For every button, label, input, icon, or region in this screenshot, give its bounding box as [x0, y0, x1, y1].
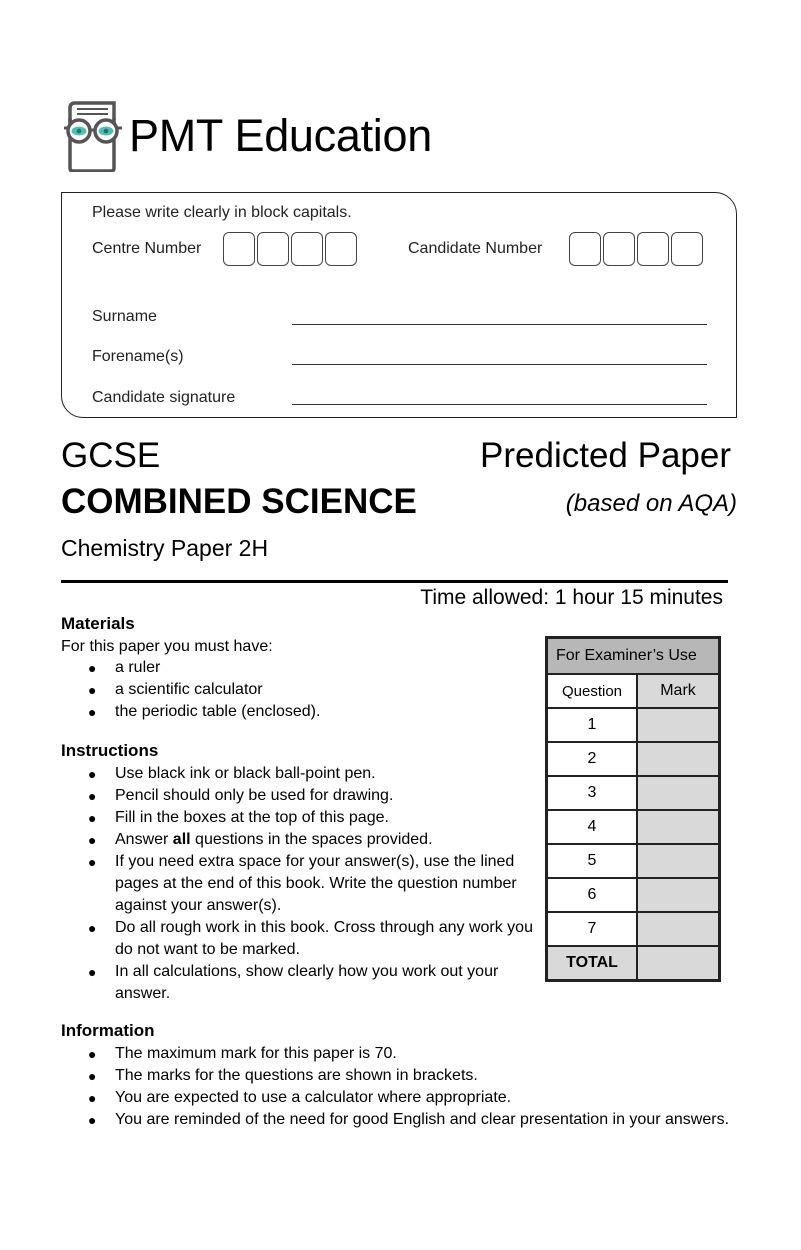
examiner-use-table — [545, 636, 721, 982]
question-number: 1 — [547, 708, 638, 742]
list-item: ● a ruler — [61, 657, 521, 679]
bullet-icon: ● — [88, 810, 97, 826]
information-list — [61, 1043, 781, 1131]
table-row — [547, 810, 720, 844]
qualification-level: GCSE — [61, 436, 161, 475]
centre-number-digit-box[interactable] — [257, 232, 289, 266]
bullet-icon: ● — [88, 766, 97, 782]
bullet-icon: ● — [88, 682, 97, 698]
centre-number-digit-box[interactable] — [291, 232, 323, 266]
information-section — [61, 1021, 781, 1131]
list-item: ● You are reminded of the need for good English and clear presentation in your answers. — [61, 1109, 781, 1131]
surname-field[interactable] — [292, 324, 707, 325]
bullet-icon: ● — [88, 1112, 97, 1128]
centre-number-label: Centre Number — [92, 240, 202, 257]
bullet-icon: ● — [88, 704, 97, 720]
centre-number-digit-box[interactable] — [325, 232, 357, 266]
bullet-icon: ● — [88, 1068, 97, 1084]
question-column-header: Question — [547, 674, 638, 708]
materials-intro: For this paper you must have: — [61, 638, 273, 655]
table-row — [547, 912, 720, 946]
instructions-section — [61, 741, 536, 1005]
bullet-icon: ● — [88, 788, 97, 804]
paper-type: Predicted Paper — [480, 436, 731, 475]
mark-cell[interactable] — [637, 844, 720, 878]
signature-field[interactable] — [292, 404, 707, 405]
list-item: ● In all calculations, show clearly how you work out your answer. — [88, 963, 499, 1002]
centre-number-input[interactable] — [223, 232, 359, 266]
brand-name: PMT Education — [129, 110, 432, 161]
mark-cell[interactable] — [637, 810, 720, 844]
mark-cell[interactable] — [637, 878, 720, 912]
bullet-icon: ● — [88, 854, 97, 870]
block-capitals-instruction: Please write clearly in block capitals. — [92, 204, 352, 221]
list-item: ● Do all rough work in this book. Cross through any work you do not want to be marked. — [88, 919, 533, 958]
list-item: ● You are expected to use a calculator where appropriate. — [61, 1087, 781, 1109]
question-number: 7 — [547, 912, 638, 946]
book-with-glasses-icon — [62, 100, 124, 172]
examiner-table-title: For Examiner’s Use — [547, 638, 720, 675]
title-divider — [61, 580, 728, 583]
bullet-icon: ● — [88, 1090, 97, 1106]
table-row — [547, 776, 720, 810]
candidate-details-box — [61, 192, 737, 418]
bullet-icon: ● — [88, 1046, 97, 1062]
question-number: 6 — [547, 878, 638, 912]
materials-list — [61, 657, 521, 723]
time-allowed: Time allowed: 1 hour 15 minutes — [420, 586, 723, 609]
mark-cell[interactable] — [637, 742, 720, 776]
mark-column-header: Mark — [637, 674, 720, 708]
candidate-number-input[interactable] — [569, 232, 705, 266]
question-number: 2 — [547, 742, 638, 776]
total-row — [547, 946, 720, 981]
bullet-icon: ● — [88, 964, 97, 980]
bullet-icon: ● — [88, 920, 97, 936]
subject-title: COMBINED SCIENCE — [61, 482, 417, 521]
total-label: TOTAL — [547, 946, 638, 981]
materials-heading: Materials — [61, 614, 135, 633]
question-number: 3 — [547, 776, 638, 810]
bullet-icon: ● — [88, 832, 97, 848]
question-number: 4 — [547, 810, 638, 844]
signature-label: Candidate signature — [92, 389, 236, 406]
forenames-label: Forename(s) — [92, 348, 184, 365]
candidate-number-digit-box[interactable] — [671, 232, 703, 266]
list-item: ● Use black ink or black ball-point pen. — [61, 763, 536, 785]
table-row — [547, 708, 720, 742]
information-heading: Information — [61, 1021, 155, 1040]
materials-section — [61, 614, 521, 723]
candidate-number-digit-box[interactable] — [637, 232, 669, 266]
list-item: ● The maximum mark for this paper is 70. — [61, 1043, 781, 1065]
list-item: ● the periodic table (enclosed). — [61, 701, 521, 723]
list-item: ● If you need extra space for your answer(s), use the lined pages at the end of this book. Write the question number against your answer(s). — [88, 853, 517, 914]
list-item: ● a scientific calculator — [61, 679, 521, 701]
instructions-heading: Instructions — [61, 741, 159, 760]
mark-cell[interactable] — [637, 912, 720, 946]
list-item: ● The marks for the questions are shown in brackets. — [61, 1065, 781, 1087]
mark-cell[interactable] — [637, 708, 720, 742]
list-item: ● Answer all questions in the spaces provided. — [61, 829, 536, 851]
bullet-icon: ● — [88, 660, 97, 676]
exam-board-note: (based on AQA) — [565, 490, 737, 517]
total-mark-cell[interactable] — [637, 946, 720, 981]
instructions-list — [61, 763, 536, 1005]
candidate-number-label: Candidate Number — [408, 240, 543, 257]
forenames-field[interactable] — [292, 364, 707, 365]
list-item: ● Fill in the boxes at the top of this page. — [61, 807, 536, 829]
surname-label: Surname — [92, 308, 157, 325]
candidate-number-digit-box[interactable] — [569, 232, 601, 266]
table-row — [547, 878, 720, 912]
centre-number-digit-box[interactable] — [223, 232, 255, 266]
paper-name: Chemistry Paper 2H — [61, 535, 269, 561]
question-number: 5 — [547, 844, 638, 878]
list-item: ● Pencil should only be used for drawing. — [61, 785, 536, 807]
table-row — [547, 844, 720, 878]
table-row — [547, 742, 720, 776]
candidate-number-digit-box[interactable] — [603, 232, 635, 266]
mark-cell[interactable] — [637, 776, 720, 810]
